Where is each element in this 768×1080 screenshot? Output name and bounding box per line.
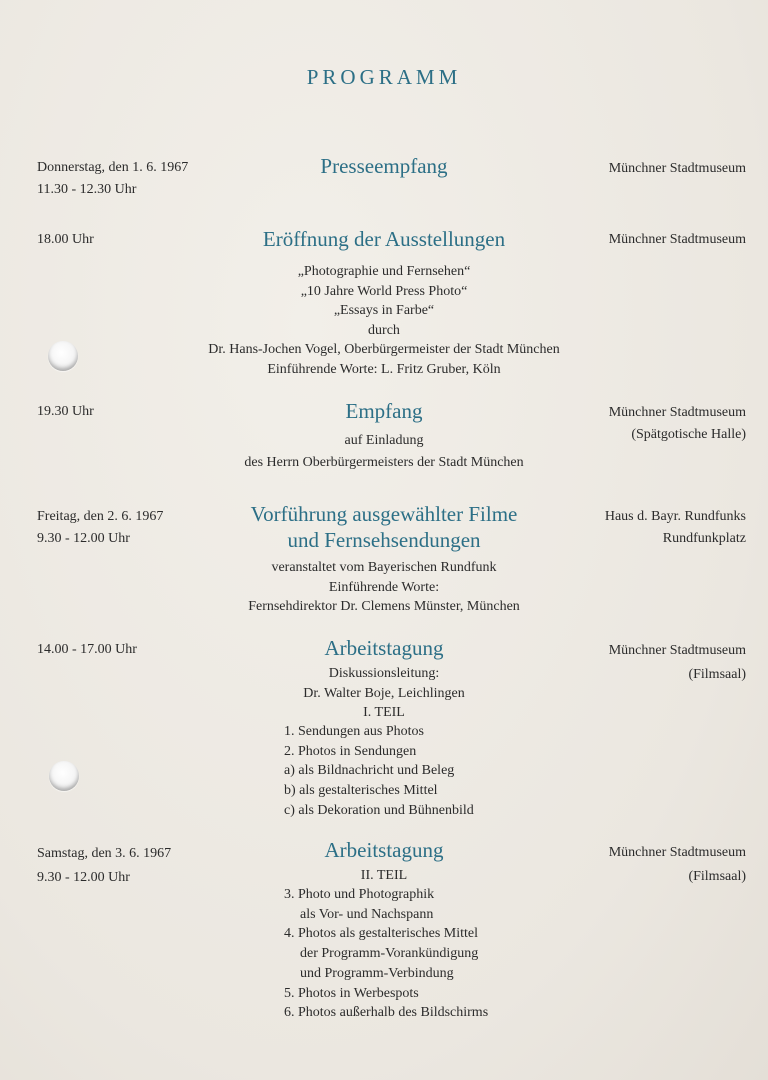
list-item: c) als Dekoration und Bühnenbild: [284, 802, 474, 818]
event-topic-list: [284, 885, 488, 1023]
list-item: a) als Bildnachricht und Beleg: [284, 763, 455, 779]
event-location: Münchner Stadtmuseum (Filmsaal): [608, 845, 746, 884]
event-location: Münchner Stadtmuseum: [608, 232, 746, 247]
event-time: 19.30 Uhr: [37, 404, 94, 419]
event-time: 14.00 - 17.00 Uhr: [37, 642, 137, 657]
list-item: 2. Photos in Sendungen: [284, 743, 417, 759]
list-item: 3. Photo und Photographik: [284, 887, 435, 902]
list-item: 4. Photos als gestalterisches Mittel: [284, 926, 479, 942]
event-date: Samstag, den 3. 6. 1967 9.30 - 12.00 Uhr: [37, 846, 172, 885]
event-heading: Arbeitstagung: [324, 636, 444, 660]
event-location: Münchner Stadtmuseum (Filmsaal): [608, 643, 746, 682]
list-item: b) als gestalterisches Mittel: [284, 783, 438, 799]
event-date: Freitag, den 2. 6. 1967 9.30 - 12.00 Uhr: [37, 509, 164, 546]
event-location: Haus d. Bayr. Rundfunks Rundfunkplatz: [604, 509, 746, 546]
event-location: Münchner Stadtmuseum (Spätgotische Halle): [608, 405, 746, 442]
list-item: 5. Photos in Werbespots: [284, 985, 419, 1001]
page-title: PROGRAMM: [306, 65, 462, 89]
event-heading: Vorführung ausgewählter Filme und Fernsehsendungen: [250, 502, 518, 552]
event-description: Diskussionsleitung: Dr. Walter Boje, Leichlingen I. TEIL: [303, 666, 465, 720]
list-item: der Programm-Vorankündigung: [300, 946, 479, 962]
list-item: als Vor- und Nachspann: [300, 906, 434, 922]
event-date: Donnerstag, den 1. 6. 1967 11.30 - 12.30 Uhr: [37, 160, 189, 197]
event-heading: Empfang: [345, 399, 423, 423]
event-time: 18.00 Uhr: [37, 232, 94, 247]
list-item: und Programm-Verbindung: [300, 965, 454, 981]
event-heading: Arbeitstagung: [324, 838, 444, 862]
list-item: 1. Sendungen aus Photos: [284, 724, 424, 739]
event-description: „Photographie und Fernsehen“ „10 Jahre World Press Photo“ „Essays in Farbe“ durch Dr. Hans-Jochen Vogel, Oberbürgermeister der Stadt München Einführende Worte: L. Fritz Gruber, Köln: [208, 264, 560, 377]
list-item: 6. Photos außerhalb des Bildschirms: [284, 1005, 489, 1021]
event-heading: Eröffnung der Ausstellungen: [262, 227, 506, 251]
event-location: Münchner Stadtmuseum: [608, 161, 746, 176]
event-heading: Presseempfang: [320, 154, 448, 178]
event-topic-list: [284, 722, 474, 821]
punch-hole-lower: [49, 761, 79, 791]
event-description: veranstaltet vom Bayerischen Rundfunk Einführende Worte: Fernsehdirektor Dr. Clemens Münster, München: [248, 560, 520, 614]
event-description: auf Einladung des Herrn Oberbürgermeisters der Stadt München: [244, 433, 524, 470]
event-description: II. TEIL: [360, 868, 408, 883]
